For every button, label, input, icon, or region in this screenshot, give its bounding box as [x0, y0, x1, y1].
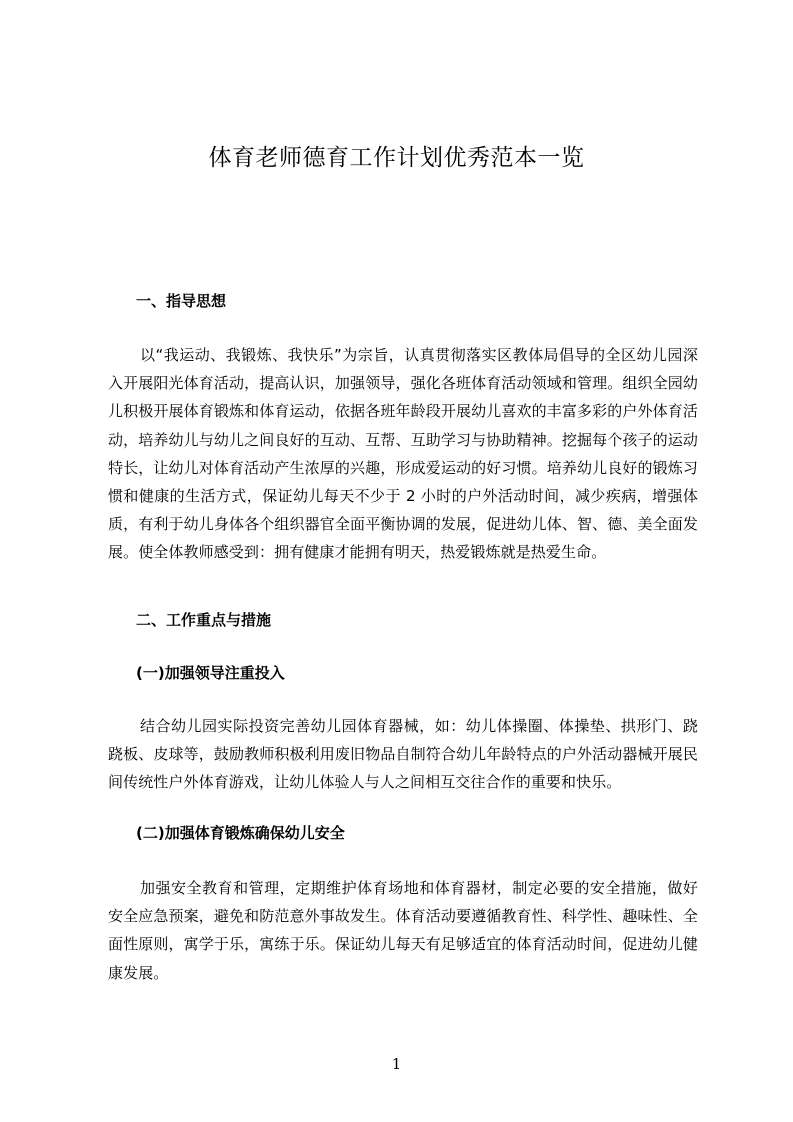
section-heading-guiding-ideology: 一、指导思想	[136, 292, 227, 310]
subsection-heading-safety: (二)加强体育锻炼确保幼儿安全	[136, 824, 345, 842]
paragraph-leadership: 结合幼儿园实际投资完善幼儿园体育器械，如：幼儿体操圈、体操垫、拱形门、跷跷板、皮球等，鼓励教师积极利用废旧物品自制符合幼儿年龄特点的户外活动器械开展民间传统性户外体育游戏，让幼儿体验人与人之间相互交往合作的重要和快乐。	[108, 717, 698, 792]
document-title: 体育老师德育工作计划优秀范本一览	[208, 145, 585, 171]
page-number: 1	[391, 1055, 402, 1073]
subsection-heading-leadership: (一)加强领导注重投入	[136, 664, 285, 682]
section-heading-work-focus: 二、工作重点与措施	[136, 611, 272, 629]
paragraph-safety: 加强安全教育和管理，定期维护体育场地和体育器材，制定必要的安全措施，做好安全应急预案，避免和防范意外事故发生。体育活动要遵循教育性、科学性、趣味性、全面性原则，寓学于乐，寓练于乐。保证幼儿每天有足够适宜的体育活动时间，促进幼儿健康发展。	[108, 879, 698, 982]
paragraph-guiding-ideology: 以“我运动、我锻炼、我快乐”为宗旨，认真贯彻落实区教体局倡导的全区幼儿园深入开展阳光体育活动，提高认识，加强领导，强化各班体育活动领域和管理。组织全园幼儿积极开展体育锻炼和体育运动，依据各班年龄段开展幼儿喜欢的丰富多彩的户外体育活动，培养幼儿与幼儿之间良好的互动、互帮、互助学习与协助精神。挖掘每个孩子的运动特长，让幼儿对体育活动产生浓厚的兴趣，形成爱运动的好习惯。培养幼儿良好的锻炼习惯和健康的生活方式，保证幼儿每天不少于 2 小时的户外活动时间，减少疾病，增强体质，有利于幼儿身体各个组织器官全面平衡协调的发展，促进幼儿体、智、德、美全面发展。使全体教师感受到：拥有健康才能拥有明天，热爱锻炼就是热爱生命。	[108, 346, 698, 562]
